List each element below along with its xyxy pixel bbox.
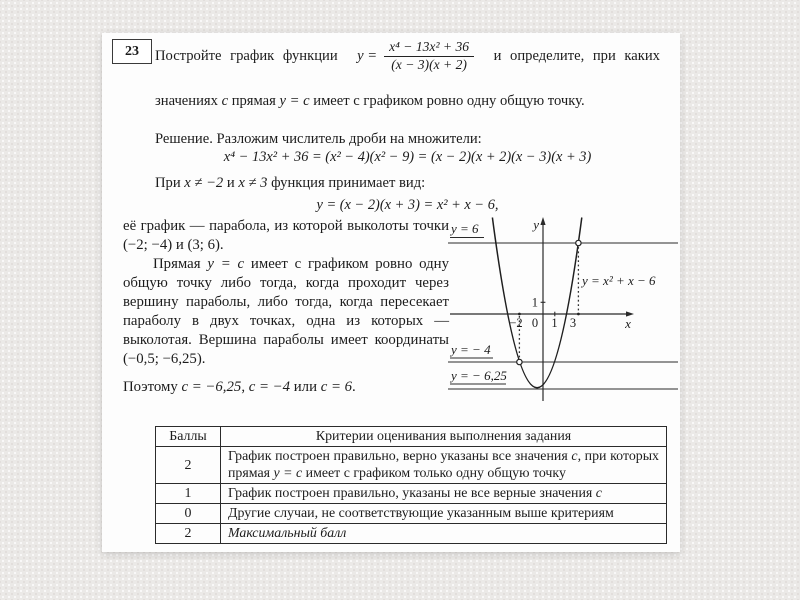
table-row bbox=[156, 524, 667, 544]
solution-heading: Решение. Разложим числитель дроби на множители: bbox=[155, 131, 482, 147]
solution-paragraph-2: Прямая y = c имеет с графиком ровно одну общую точку либо тогда, когда проходит через вершину параболы, либо тогда, когда пересекает параболу в двух точках, одна из которых — выколотая. Вершина параболы имеет координаты (−0,5; −6,25). bbox=[123, 256, 449, 367]
problem-number-box bbox=[112, 39, 152, 64]
excluded-point-minus2-minus4 bbox=[517, 359, 522, 364]
y-axis-arrow-icon bbox=[540, 217, 545, 225]
document-page bbox=[102, 33, 680, 552]
function-expression bbox=[357, 39, 474, 74]
factorization-formula: x⁴ − 13x² + 36 = (x² − 4)(x² − 9) = (x − 2)(x + 2)(x − 3)(x + 3) bbox=[223, 149, 592, 165]
criteria-cell: График построен правильно, верно указаны все значения c, при которых прямая y = c имеет с графиком только одну общую точку bbox=[221, 447, 667, 484]
solution-text-column bbox=[123, 217, 449, 397]
fraction-numerator: x⁴ − 13x² + 36 bbox=[384, 39, 474, 57]
function-lhs: y = bbox=[357, 47, 378, 64]
header-criteria: Критерии оценивания выполнения задания bbox=[221, 427, 667, 447]
table-row bbox=[156, 447, 667, 484]
problem-statement-line2: значениях c прямая y = c имеет с графиком ровно одну общую точку. bbox=[155, 93, 585, 109]
excluded-point-3-6 bbox=[576, 240, 581, 245]
y-tick-label-1: 1 bbox=[531, 295, 538, 310]
domain-condition: При x ≠ −2 и x ≠ 3 функция принимает вид: bbox=[155, 175, 426, 191]
x-axis-label: x bbox=[625, 316, 631, 331]
problem-line1-suffix: и определите, при каких bbox=[493, 47, 660, 64]
x-tick-label-minus2: −2 bbox=[509, 316, 523, 330]
table-row bbox=[156, 504, 667, 524]
hline-label-y6: y = 6 bbox=[451, 221, 479, 236]
y-axis-label: y bbox=[533, 217, 539, 232]
x-tick-label-3: 3 bbox=[569, 316, 577, 330]
x-tick-label-1: 1 bbox=[551, 316, 558, 330]
criteria-cell: График построен правильно, указаны не все верные значения c bbox=[221, 484, 667, 504]
header-score: Баллы bbox=[156, 427, 221, 447]
score-cell: 1 bbox=[156, 484, 221, 504]
parabola-equation-label: y = x² + x − 6 bbox=[582, 273, 656, 288]
table-row bbox=[156, 484, 667, 504]
problem-intro: Постройте график функции bbox=[155, 47, 338, 64]
problem-statement-line1 bbox=[155, 39, 660, 74]
problem-number: 23 bbox=[125, 43, 139, 59]
score-cell: 0 bbox=[156, 504, 221, 524]
score-cell: 2 bbox=[156, 524, 221, 544]
solution-paragraph-1: её график — парабола, из которой выколоты точки (−2; −4) и (3; 6). bbox=[123, 218, 449, 253]
x-axis-dot-3 bbox=[577, 313, 580, 316]
x-axis-dot-minus2 bbox=[518, 313, 521, 316]
function-graph bbox=[448, 217, 680, 402]
hline-label-y-4: y = − 4 bbox=[451, 342, 491, 357]
solution-conclusion: Поэтому c = −6,25, c = −4 или c = 6. bbox=[123, 379, 356, 395]
criteria-table bbox=[155, 426, 667, 544]
score-cell: 2 bbox=[156, 447, 221, 484]
criteria-cell: Другие случаи, не соответствующие указанным выше критериям bbox=[221, 504, 667, 524]
criteria-cell: Максимальный балл bbox=[221, 524, 667, 544]
table-header-row bbox=[156, 427, 667, 447]
simplified-formula: y = (x − 2)(x + 3) = x² + x − 6, bbox=[316, 197, 499, 213]
x-tick-label-0: 0 bbox=[531, 316, 539, 330]
fraction bbox=[384, 39, 474, 74]
fraction-denominator: (x − 3)(x + 2) bbox=[391, 56, 467, 72]
hline-label-y-6-25: y = − 6,25 bbox=[451, 368, 507, 383]
